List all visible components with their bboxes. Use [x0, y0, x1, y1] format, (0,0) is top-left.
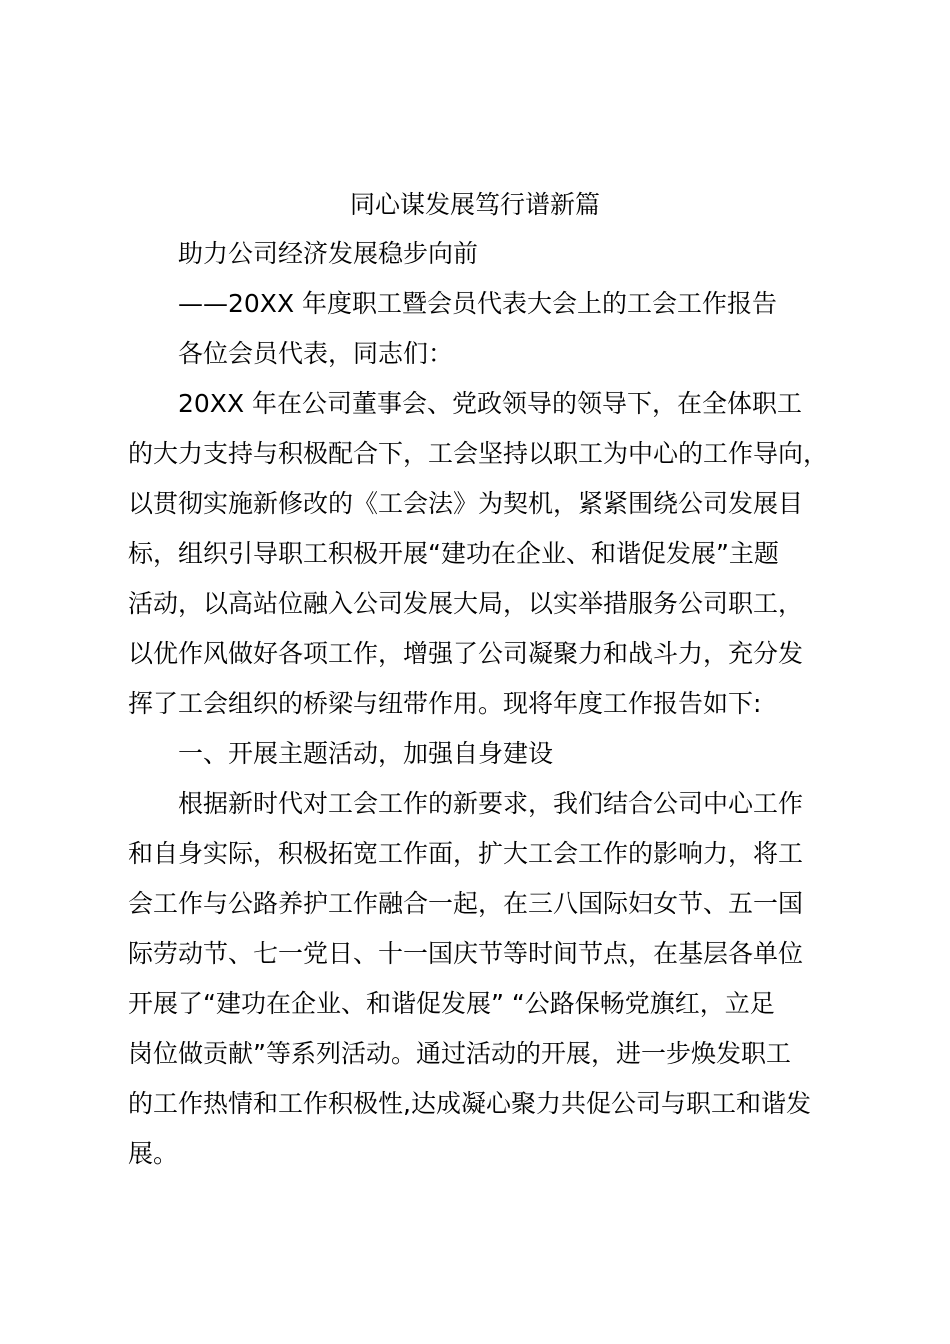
paragraph-1-line: 20XX 年在公司董事会、党政领导的领导下，在全体职工	[178, 389, 803, 418]
document-subtitle-report: ——20XX 年度职工暨会员代表大会上的工会工作报告	[178, 289, 778, 318]
paragraph-2-line: 展。	[128, 1139, 179, 1168]
document-title: 同心谋发展笃行谱新篇	[349, 190, 600, 219]
section-heading-1: 一、开展主题活动，加强自身建设	[178, 739, 554, 768]
paragraph-1-line: 以优作风做好各项工作，增强了公司凝聚力和战斗力，充分发	[128, 639, 804, 668]
paragraph-2-line: 根据新时代对工会工作的新要求，我们结合公司中心工作	[178, 789, 804, 818]
paragraph-1-line: 挥了工会组织的桥梁与纽带作用。现将年度工作报告如下:	[128, 689, 762, 718]
paragraph-1-line: 以贯彻实施新修改的《工会法》为契机，紧紧围绕公司发展目	[128, 489, 804, 518]
paragraph-1-line: 的大力支持与积极配合下，工会坚持以职工为中心的工作导向，	[128, 439, 829, 468]
paragraph-2-line: 岗位做贡献”等系列活动。通过活动的开展，进一步焕发职工	[128, 1039, 791, 1068]
document-subtitle: 助力公司经济发展稳步向前	[178, 239, 479, 268]
paragraph-2-line: 的工作热情和工作积极性,达成凝心聚力共促公司与职工和谐发	[128, 1089, 811, 1118]
paragraph-2-line: 会工作与公路养护工作融合一起，在三八国际妇女节、五一国	[128, 889, 804, 918]
salutation: 各位会员代表，同志们：	[178, 339, 454, 368]
paragraph-1-line: 活动，以高站位融入公司发展大局，以实举措服务公司职工，	[128, 589, 804, 618]
paragraph-2-line: 际劳动节、七一党日、十一国庆节等时间节点，在基层各单位	[128, 939, 804, 968]
paragraph-1-line: 标，组织引导职工积极开展“建功在企业、和谐促发展”主题	[128, 539, 779, 568]
paragraph-2-line: 开展了“建功在企业、和谐促发展” “公路保畅党旗红，立足	[128, 989, 775, 1018]
paragraph-2-line: 和自身实际，积极拓宽工作面，扩大工会工作的影响力，将工	[128, 839, 804, 868]
